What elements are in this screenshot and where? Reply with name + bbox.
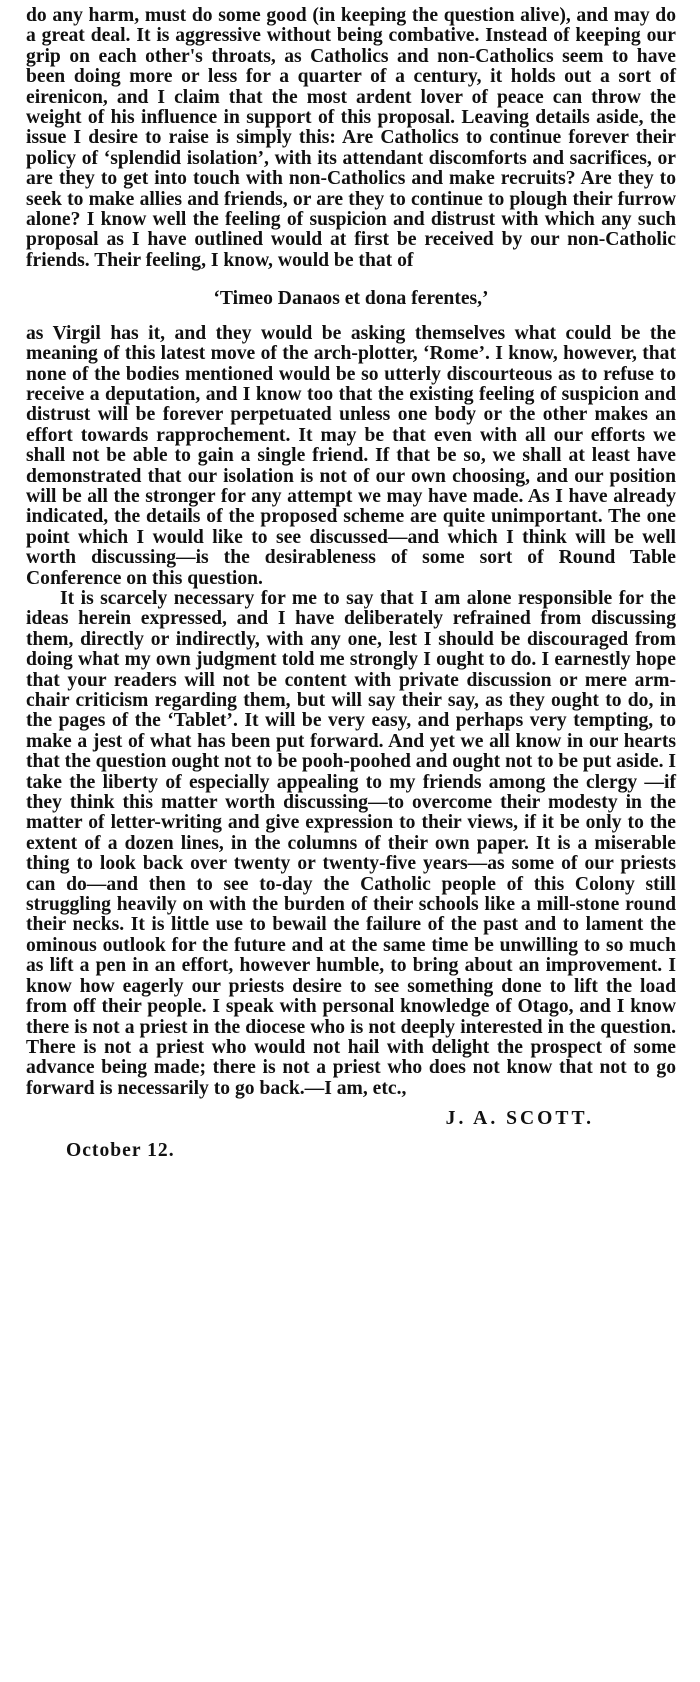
closing-block	[26, 1109, 676, 1167]
letter-paragraph-2: as Virgil has it, and they would be asking themselves what could be the meaning of this latest move of the arch-plotter, ‘Rome’. I know, however, that none of the bodies mentioned would be so utterly discourteous as to refuse to receive a deputation, and I know too that the existing feeling of suspicion and distrust will be forever perpetuated unless one body or the other makes an effort towards rapprochement. It may be that even with all our efforts we shall not be able to gain a single friend. If that be so, we shall at least have demonstrated that our isolation is not of our own choosing, and our position will be all the stronger for any attempt we may have made. As I have already indicated, the details of the proposed scheme are quite unimportant. The one point which I would like to see discussed—and which I think will be well worth discussing—is the desirableness of some sort of Round Table Conference on this question.	[26, 322, 676, 589]
letter-paragraph-1: do any harm, must do some good (in keeping the question alive), and may do a great deal. It is aggressive without being combative. Instead of keeping our grip on each other's throats, as Catholics and non-Catholics seem to have been doing more or less for a quarter of a century, it holds out a sort of eirenicon, and I claim that the most ardent lover of peace can throw the weight of his influence in support of this proposal. Leaving details aside, the issue I desire to raise is simply this: Are Catholics to continue forever their policy of ‘splendid isolation’, with its attendant discomforts and sacrifices, or are they to get into touch with non-Catholics and make recruits? Are they to seek to make allies and friends, or are they to continue to plough their furrow alone? I know well the feeling of suspicion and distrust with which any such proposal as I have outlined would at first be received by our non-Catholic friends. Their feeling, I know, would be that of	[26, 5, 676, 271]
latin-quotation: ‘Timeo Danaos et dona ferentes,’	[213, 288, 489, 310]
letter-date: October 12.	[66, 1140, 175, 1162]
author-signature: J. A. SCOTT.	[445, 1108, 594, 1130]
letter-paragraph-3: It is scarcely necessary for me to say that I am alone responsible for the ideas herein expressed, and I have deliberately refrained from discussing them, directly or indirectly, with any one, lest I should be discouraged from doing what my own judgment told me strongly I ought to do. I earnestly hope that your readers will not be content with private discussion or mere arm-chair criticism regarding them, but will say their say, as they ought to do, in the pages of the ‘Tablet’. It will be very easy, and perhaps very tempting, to make a jest of what has been put forward. And yet we all know in our hearts that the question ought not to be pooh-poohed and ought not to be put aside. I take the liberty of especially appealing to my friends among the clergy —if they think this matter worth discussing—to overcome their modesty in the matter of letter-writing and give expression to their views, if it be only to the extent of a dozen lines, in the columns of their own paper. It is a miserable thing to look back over twenty or twenty-five years—as some of our priests can do—and then to see to-day the Catholic people of this Colony still struggling heavily on with the burden of their schools like a mill-stone round their necks. It is little use to bewail the failure of the past and to lament the ominous outlook for the future and at the same time be unwilling to so much as lift a pen in an effort, however humble, to bring about an improvement. I know how eagerly our priests desire to see something done to lift the load from off their people. I speak with personal knowledge of Otago, and I know there is not a priest in the diocese who is not deeply interested in the question. There is not a priest who would not hail with delight the prospect of some advance being made; there is not a priest who does not know that not to go forward is necessarily to go back.—I am, etc.,	[26, 587, 676, 1099]
